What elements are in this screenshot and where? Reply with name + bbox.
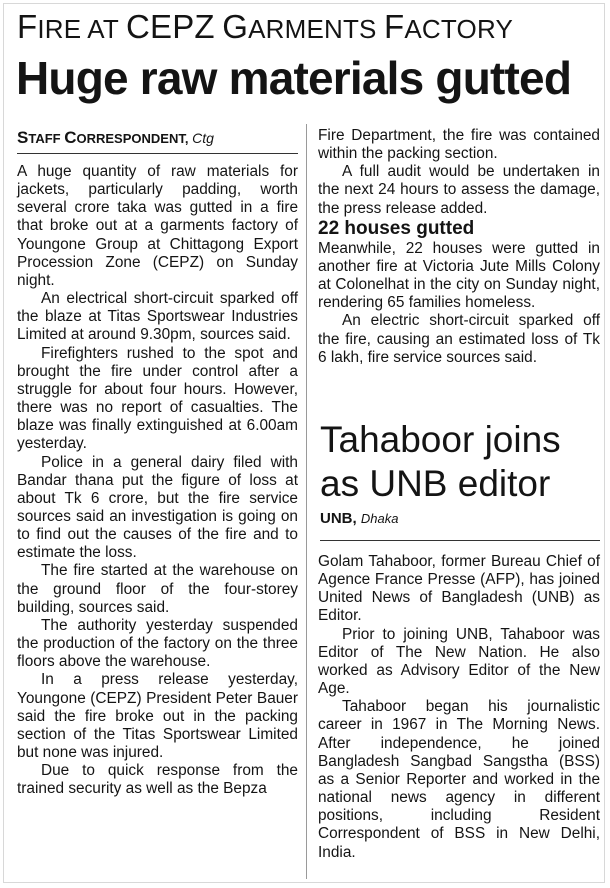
paragraph: The fire started at the warehouse on the ground floor of the four-storey building, sources said. (17, 562, 298, 616)
main-headline: Huge raw materials gutted (16, 52, 572, 104)
paragraph: Firefighters rushed to the spot and brought the fire under control after a struggle for about four hours. However, there was no report of casualties. The blaze was finally extinguished at 6.00am yesterday. (17, 344, 298, 453)
paragraph: Police in a general dairy filed with Bandar thana put the figure of loss at about Tk 6 crore, but the fire service sources said an investigation is going on to find out the causes of the fire and to estimate the loss. (17, 453, 298, 562)
second-story-column (318, 553, 600, 862)
kicker-headline: FIRE AT CEPZ GARMENTS FACTORY (17, 8, 513, 45)
paragraph: Fire Department, the fire was contained within the packing section. (318, 127, 600, 163)
paragraph: In a press release yesterday, Youngone (CEPZ) President Peter Bauer said the fire broke out in the packing section of the Titas Sportswear Limited but none was injured. (17, 671, 298, 761)
paragraph: An electrical short-circuit sparked off the blaze at Titas Sportswear Industries Limited at around 9.30pm, sources said. (17, 290, 298, 344)
paragraph: Tahaboor began his journalistic career in 1967 in The Morning News. After independence, he joined Bangladesh Sangbad Sangstha (BSS) as a Senior Reporter and worked in the national news agency in different positions, including Resident Correspondent of BSS in New Delhi, India. (318, 698, 600, 861)
paragraph: A huge quantity of raw materials for jackets, particularly padding, worth several crore taka was gutted in a fire that broke out at a garments factory of Youngone Group at Chittagong Export Procession Zone (CEPZ) on Sunday night. (17, 163, 298, 289)
paragraph: Golam Tahaboor, former Bureau Chief of Agence France Presse (AFP), has joined United News of Bangladesh (UNB) as Editor. (318, 553, 600, 625)
byline-rule (17, 153, 298, 154)
main-byline: STAFF CORRESPONDENT, Ctg (17, 128, 214, 147)
main-story-column-2 (318, 127, 600, 367)
paragraph: A full audit would be undertaken in the next 24 hours to assess the damage, the press release added. (318, 163, 600, 217)
paragraph: Meanwhile, 22 houses were gutted in another fire at Victoria Jute Mills Colony at Colonelhat in the city on Sunday night, rendering 65 families homeless. (318, 239, 600, 312)
second-headline: Tahaboor joins as UNB editor (320, 419, 561, 504)
second-byline-rule (320, 540, 600, 541)
paragraph: An electric short-circuit sparked off the fire, causing an estimated loss of Tk 6 lakh, fire service sources said. (318, 312, 600, 366)
subhead: 22 houses gutted (318, 217, 475, 239)
main-story-column-1 (17, 163, 298, 798)
paragraph: Due to quick response from the trained security as well as the Bepza (17, 762, 298, 798)
paragraph: Prior to joining UNB, Tahaboor was Editor of The New Nation. He also worked as Advisory Editor of the New Age. (318, 625, 600, 698)
paragraph: The authority yesterday suspended the production of the factory on the three floors above the warehouse. (17, 616, 298, 671)
column-divider (306, 124, 307, 879)
second-byline: UNB, Dhaka (320, 510, 399, 527)
